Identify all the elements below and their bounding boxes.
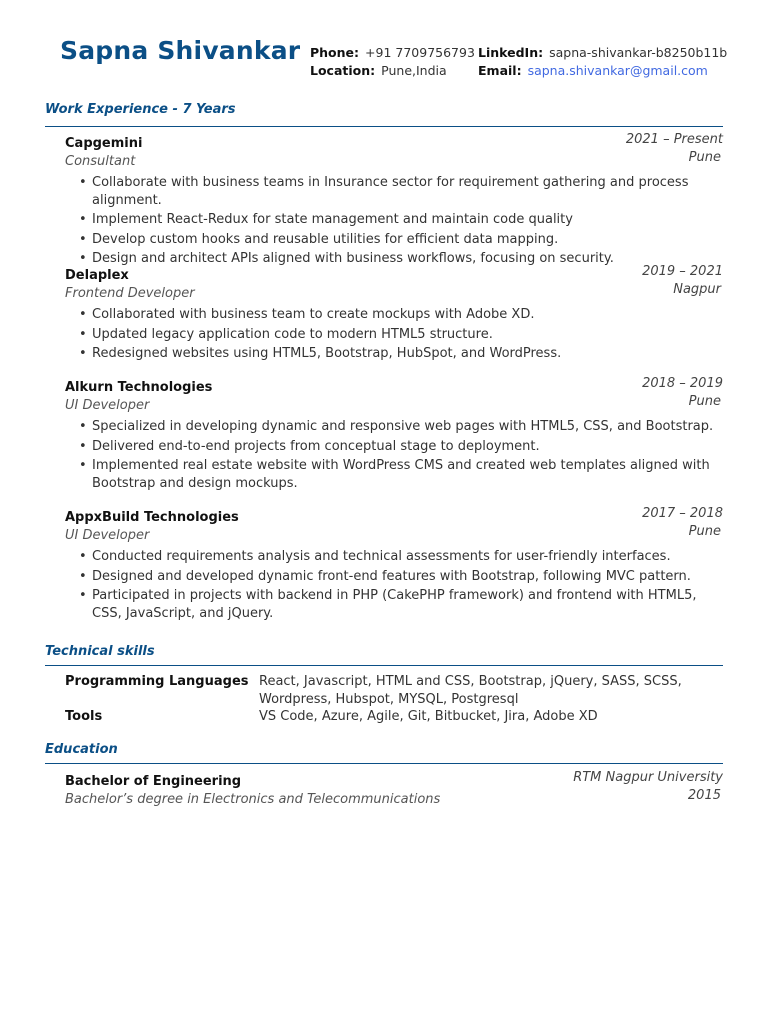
list-item: • Delivered end-to-end projects from conceptual stage to deployment. bbox=[65, 438, 725, 456]
job-bullets bbox=[65, 548, 725, 622]
skill-label: Tools bbox=[65, 709, 103, 724]
job-entry-delaplex bbox=[65, 264, 725, 365]
list-item: • Implement React-Redux for state management and maintain code quality bbox=[65, 211, 725, 229]
experience-divider bbox=[45, 126, 723, 127]
company-name: Capgemini bbox=[65, 136, 143, 151]
list-item: • Collaborated with business team to create mockups with Adobe XD. bbox=[65, 306, 725, 324]
list-item: • Implemented real estate website with WordPress CMS and created web templates aligned with Bootstrap and design mockups. bbox=[65, 457, 725, 492]
job-dates: 2017 – 2018 bbox=[642, 506, 723, 521]
education-divider bbox=[45, 763, 723, 764]
list-item: • Collaborate with business teams in Insurance sector for requirement gathering and process alignment. bbox=[65, 174, 725, 209]
email-line bbox=[478, 63, 708, 78]
linkedin-line bbox=[478, 45, 727, 60]
candidate-name: Sapna Shivankar bbox=[60, 36, 301, 65]
degree-title: Bachelor of Engineering bbox=[65, 774, 242, 789]
job-entry-alkurn bbox=[65, 376, 725, 494]
job-role: UI Developer bbox=[65, 528, 150, 543]
phone-value: +91 7709756793 bbox=[365, 45, 475, 60]
list-item: • Redesigned websites using HTML5, Bootstrap, HubSpot, and WordPress. bbox=[65, 345, 725, 363]
location-label: Location: bbox=[310, 63, 376, 78]
list-item: • Participated in projects with backend in PHP (CakePHP framework) and frontend with HTML5, CSS, JavaScript, and jQuery. bbox=[65, 587, 725, 622]
linkedin-label: LinkedIn: bbox=[478, 45, 544, 60]
email-label: Email: bbox=[478, 63, 522, 78]
job-bullets bbox=[65, 306, 725, 363]
university-name: RTM Nagpur University bbox=[573, 770, 723, 785]
company-name: Alkurn Technologies bbox=[65, 380, 213, 395]
skills-divider bbox=[45, 665, 723, 666]
job-entry-appxbuild bbox=[65, 506, 725, 624]
list-item: • Designed and developed dynamic front-end features with Bootstrap, following MVC pattern. bbox=[65, 568, 725, 586]
job-entry-capgemini bbox=[65, 132, 725, 270]
degree-detail: Bachelor’s degree in Electronics and Telecommunications bbox=[65, 792, 441, 807]
location-value: Pune,India bbox=[381, 63, 447, 78]
company-name: Delaplex bbox=[65, 268, 129, 283]
job-role: Consultant bbox=[65, 154, 136, 169]
job-location: Pune bbox=[688, 394, 721, 409]
linkedin-value: sapna-shivankar-b8250b11b bbox=[549, 45, 728, 60]
list-item: • Updated legacy application code to modern HTML5 structure. bbox=[65, 326, 725, 344]
list-item: • Develop custom hooks and reusable utilities for efficient data mapping. bbox=[65, 231, 725, 249]
phone-label: Phone: bbox=[310, 45, 360, 60]
job-dates: 2019 – 2021 bbox=[642, 264, 723, 279]
job-location: Pune bbox=[688, 524, 721, 539]
list-item: • Conducted requirements analysis and technical assessments for user-friendly interfaces. bbox=[65, 548, 725, 566]
job-location: Pune bbox=[688, 150, 721, 165]
graduation-year: 2015 bbox=[687, 788, 721, 803]
job-role: UI Developer bbox=[65, 398, 150, 413]
company-name: AppxBuild Technologies bbox=[65, 510, 239, 525]
skill-value: React, Javascript, HTML and CSS, Bootstrap, jQuery, SASS, SCSS, Wordpress, Hubspot, MYSQL, Postgresql bbox=[259, 674, 682, 707]
skill-value: VS Code, Azure, Agile, Git, Bitbucket, Jira, Adobe XD bbox=[259, 709, 598, 724]
job-dates: 2021 – Present bbox=[625, 132, 723, 147]
job-role: Frontend Developer bbox=[65, 286, 195, 301]
skill-label: Programming Languages bbox=[65, 674, 249, 689]
list-item: • Specialized in developing dynamic and responsive web pages with HTML5, CSS, and Bootstrap. bbox=[65, 418, 725, 436]
experience-section-title: Work Experience - 7 Years bbox=[45, 102, 236, 117]
list-item: • Design and architect APIs aligned with business workflows, focusing on security. bbox=[65, 250, 725, 268]
education-entry bbox=[65, 770, 725, 806]
skills-section-title: Technical skills bbox=[45, 644, 155, 659]
job-bullets bbox=[65, 418, 725, 492]
education-section-title: Education bbox=[45, 742, 118, 757]
job-dates: 2018 – 2019 bbox=[642, 376, 723, 391]
job-bullets bbox=[65, 174, 725, 268]
location-line bbox=[310, 63, 447, 78]
job-location: Nagpur bbox=[673, 282, 721, 297]
phone-line bbox=[310, 45, 475, 60]
email-link[interactable]: sapna.shivankar@gmail.com bbox=[527, 63, 708, 78]
